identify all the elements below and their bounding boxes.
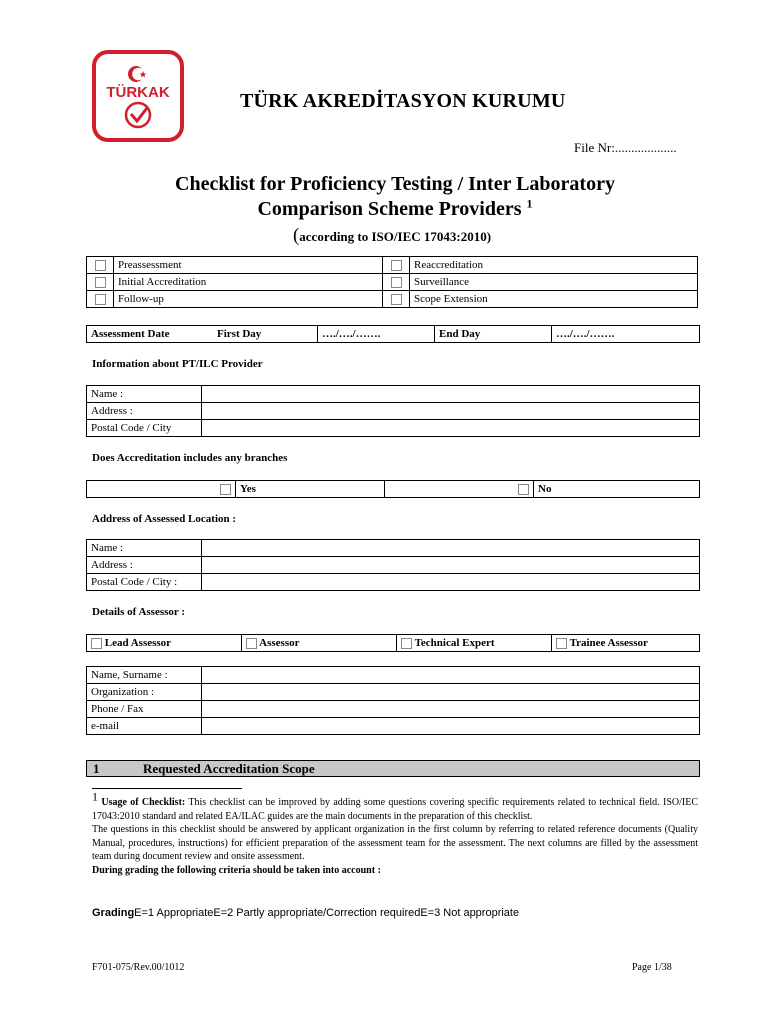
branches-yes-checkbox[interactable] <box>220 484 231 495</box>
lead-assessor-checkbox[interactable] <box>91 638 102 649</box>
branches-no-checkbox[interactable] <box>518 484 529 495</box>
assessor-email-label: e-mail <box>87 718 202 735</box>
file-number-value: ................... <box>614 140 677 155</box>
title-footnote-ref: 1 <box>526 196 533 211</box>
file-number-label: File Nr: <box>574 140 615 155</box>
footnote-text-1: This checklist can be improved by adding some questions covering specific requirements related to technical field. ISO/IEC 17043:2010 standard and related EA/ILAC guides are the main documents in the preparation of this checklist. <box>92 797 698 822</box>
logo-text: TÜRKAK <box>106 84 170 101</box>
technical-expert-checkbox[interactable] <box>401 638 412 649</box>
assessor-email-field[interactable] <box>202 718 700 735</box>
assessor-details-table <box>86 666 700 735</box>
first-day-field[interactable]: …./…./……. <box>318 326 435 343</box>
assessment-date-label: Assessment Date <box>87 326 214 343</box>
assessor-name-field[interactable] <box>202 667 700 684</box>
technical-expert-label: Technical Expert <box>414 637 495 649</box>
end-day-field[interactable]: …./…./……. <box>552 326 700 343</box>
grading-label: Grading <box>92 907 135 919</box>
grading-text: E=1 AppropriateE=2 Partly appropriate/Correction requiredE=3 Not appropriate <box>134 907 520 919</box>
assessor-organization-label: Organization : <box>87 684 202 701</box>
provider-table <box>86 385 700 437</box>
provider-postal-label: Postal Code / City <box>87 420 202 437</box>
title-line-1: Checklist for Proficiency Testing / Inter Laboratory <box>175 173 615 195</box>
branches-yes-label: Yes <box>236 481 385 498</box>
follow-up-checkbox[interactable] <box>95 294 106 305</box>
location-name-label: Name : <box>87 540 202 557</box>
scope-extension-checkbox[interactable] <box>391 294 402 305</box>
assessor-phone-label: Phone / Fax <box>87 701 202 718</box>
initial-accreditation-checkbox[interactable] <box>95 277 106 288</box>
organization-name: TÜRK AKREDİTASYON KURUMU <box>240 90 566 112</box>
footer-code: F701-075/Rev.00/1012 <box>92 962 185 973</box>
footnote-divider <box>92 788 242 789</box>
scope-extension-label: Scope Extension <box>410 291 698 308</box>
location-address-label: Address : <box>87 557 202 574</box>
reaccreditation-label: Reaccreditation <box>410 257 698 274</box>
assessor-label: Assessor <box>259 637 300 649</box>
provider-address-label: Address : <box>87 403 202 420</box>
file-number <box>574 140 677 156</box>
assessment-date-table <box>86 325 700 343</box>
assessor-heading: Details of Assessor : <box>92 606 185 618</box>
trainee-assessor-checkbox[interactable] <box>556 638 567 649</box>
provider-address-field[interactable] <box>202 403 700 420</box>
branches-heading: Does Accreditation includes any branches <box>92 452 288 464</box>
assessment-type-table <box>86 256 698 308</box>
assessor-phone-field[interactable] <box>202 701 700 718</box>
grading-line <box>92 907 519 919</box>
turkak-logo <box>92 50 184 142</box>
location-table <box>86 539 700 591</box>
preassessment-label: Preassessment <box>114 257 383 274</box>
end-day-label: End Day <box>435 326 552 343</box>
section-1-number: 1 <box>93 761 100 776</box>
assessor-organization-field[interactable] <box>202 684 700 701</box>
provider-name-field[interactable] <box>202 386 700 403</box>
branches-no-label: No <box>534 481 700 498</box>
footnote <box>92 789 698 878</box>
location-postal-field[interactable] <box>202 574 700 591</box>
subtitle-paren: ( <box>292 225 300 246</box>
title-line-2: Comparison Scheme Providers <box>257 198 522 220</box>
footer-page: Page 1/38 <box>632 962 672 973</box>
document-title <box>0 172 770 222</box>
section-1-title: Requested Accreditation Scope <box>143 761 315 776</box>
surveillance-label: Surveillance <box>410 274 698 291</box>
follow-up-label: Follow-up <box>114 291 383 308</box>
footnote-number: 1 <box>92 789 98 804</box>
branches-table <box>86 480 700 498</box>
provider-heading: Information about PT/ILC Provider <box>92 358 263 370</box>
location-postal-label: Postal Code / City : <box>87 574 202 591</box>
assessor-checkbox[interactable] <box>246 638 257 649</box>
provider-name-label: Name : <box>87 386 202 403</box>
provider-postal-field[interactable] <box>202 420 700 437</box>
grading-criteria: During grading the following criteria should be taken into account : <box>92 864 381 876</box>
first-day-label: First Day <box>213 326 318 343</box>
location-name-field[interactable] <box>202 540 700 557</box>
surveillance-checkbox[interactable] <box>391 277 402 288</box>
reaccreditation-checkbox[interactable] <box>391 260 402 271</box>
initial-accreditation-label: Initial Accreditation <box>114 274 383 291</box>
document-subtitle <box>0 225 770 247</box>
subtitle-text: according to ISO/IEC 17043:2010) <box>299 229 492 244</box>
assessor-role-table <box>86 634 700 652</box>
lead-assessor-label: Lead Assessor <box>104 637 172 649</box>
footnote-heading: Usage of Checklist: <box>101 797 186 808</box>
location-address-field[interactable] <box>202 557 700 574</box>
assessor-name-label: Name, Surname : <box>87 667 202 684</box>
trainee-assessor-label: Trainee Assessor <box>569 637 648 649</box>
preassessment-checkbox[interactable] <box>95 260 106 271</box>
section-1-heading <box>86 760 700 777</box>
location-heading: Address of Assessed Location : <box>92 513 237 525</box>
footnote-text-2: The questions in this checklist should be answered by applicant organization in the first column by referring to related reference documents (Quality Manual, procedures, instructions) for efficient preparation of the assessment team for the assessment. The next columns are filled by the assessment team during document review and onsite assessment. <box>92 824 698 863</box>
